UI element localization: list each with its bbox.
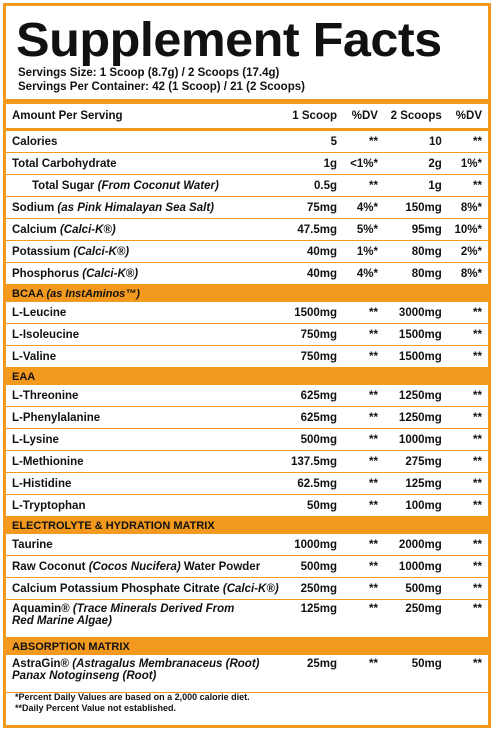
nutrient-name (6, 473, 285, 495)
table-row (6, 219, 488, 241)
nutrient-label: L-Lysine (12, 433, 59, 446)
amount-2-scoops: 500mg (384, 578, 448, 600)
dv-1-scoop: ** (343, 324, 384, 346)
nutrient-label: L-Methionine (12, 455, 84, 468)
amount-2-scoops: 2g (384, 153, 448, 175)
table-row (6, 324, 488, 346)
nutrient-name (6, 429, 285, 451)
dv-2-scoops: ** (448, 473, 488, 495)
table-row (6, 130, 488, 153)
nutrient-label: L-Valine (12, 350, 57, 363)
dv-2-scoops: ** (448, 175, 488, 197)
section-eaa-label (6, 368, 488, 386)
nutrient-name (6, 175, 285, 197)
table-row (6, 495, 488, 517)
amount-1-scoop: 75mg (285, 197, 343, 219)
dv-1-scoop: ** (343, 451, 384, 473)
amount-1-scoop: 50mg (285, 495, 343, 517)
section-bcaa-label (6, 285, 488, 303)
nutrient-name (6, 600, 285, 638)
table-row (6, 241, 488, 263)
amount-1-scoop: 25mg (285, 655, 343, 693)
dv-2-scoops: ** (448, 556, 488, 578)
nutrient-note: (Calci-K®) (73, 245, 130, 258)
dv-1-scoop: ** (343, 385, 384, 407)
dv-2-scoops: ** (448, 130, 488, 153)
nutrient-label: Calories (12, 135, 58, 148)
section-absorption-title: ABSORPTION MATRIX (12, 640, 130, 653)
nutrient-note: (From Coconut Water) (97, 179, 219, 192)
amount-2-scoops: 1500mg (384, 324, 448, 346)
amount-2-scoops: 150mg (384, 197, 448, 219)
dv-1-scoop: ** (343, 302, 384, 324)
nutrient-name (6, 534, 285, 556)
supplement-facts-panel (3, 3, 491, 728)
dv-2-scoops: 8%* (448, 263, 488, 285)
dv-1-scoop: ** (343, 578, 384, 600)
footnote-dv: *Percent Daily Values are based on a 2,000 calorie diet. (15, 692, 250, 702)
dv-1-scoop: <1%* (343, 153, 384, 175)
table-row (6, 346, 488, 368)
dv-2-scoops: 2%* (448, 241, 488, 263)
nutrient-name (6, 578, 285, 600)
amount-1-scoop: 750mg (285, 324, 343, 346)
amount-2-scoops: 80mg (384, 263, 448, 285)
amount-1-scoop: 500mg (285, 429, 343, 451)
dv-1-scoop: 1%* (343, 241, 384, 263)
nutrient-label: L-Leucine (12, 306, 67, 319)
nutrient-name (6, 495, 285, 517)
dv-1-scoop: ** (343, 655, 384, 693)
dv-2-scoops: ** (448, 600, 488, 638)
table-row (6, 302, 488, 324)
amount-2-scoops: 1500mg (384, 346, 448, 368)
amount-2-scoops: 1000mg (384, 556, 448, 578)
nutrient-label: Phosphorus (12, 267, 80, 280)
amount-1-scoop: 1000mg (285, 534, 343, 556)
dv-2-scoops: ** (448, 534, 488, 556)
amount-2-scoops: 1250mg (384, 385, 448, 407)
dv-1-scoop: ** (343, 175, 384, 197)
nutrient-label-tail: Water Powder (183, 560, 261, 573)
amount-1-scoop: 125mg (285, 600, 343, 638)
amount-1-scoop: 250mg (285, 578, 343, 600)
section-bcaa-title: BCAA (12, 287, 44, 300)
nutrient-name (6, 407, 285, 429)
section-bcaa (6, 285, 488, 303)
amount-2-scoops: 10 (384, 130, 448, 153)
header-2-scoops: 2 Scoops (384, 104, 448, 130)
amount-1-scoop: 500mg (285, 556, 343, 578)
section-absorption (6, 638, 488, 656)
nutrient-note: (Astragalus Membranaceus (Root) (72, 658, 260, 670)
dv-1-scoop: 4%* (343, 197, 384, 219)
dv-1-scoop: 5%* (343, 219, 384, 241)
amount-2-scoops: 2000mg (384, 534, 448, 556)
dv-2-scoops: ** (448, 429, 488, 451)
table-row (6, 451, 488, 473)
nutrient-note: (Trace Minerals Derived From (72, 603, 235, 615)
dv-1-scoop: ** (343, 600, 384, 638)
dv-2-scoops: ** (448, 346, 488, 368)
header-amount: Amount Per Serving (6, 104, 285, 130)
dv-2-scoops: ** (448, 451, 488, 473)
table-row (6, 556, 488, 578)
page-title: Supplement Facts (16, 14, 442, 67)
amount-1-scoop: 62.5mg (285, 473, 343, 495)
nutrient-note: (Cocos Nucifera) (88, 560, 181, 573)
nutrient-name (6, 130, 285, 153)
amount-1-scoop: 0.5g (285, 175, 343, 197)
nutrient-label: L-Isoleucine (12, 328, 80, 341)
amount-1-scoop: 1500mg (285, 302, 343, 324)
serving-size: Servings Size: 1 Scoop (8.7g) / 2 Scoops (17.4g) (18, 67, 280, 79)
section-bcaa-note: (as InstAminos™) (46, 287, 140, 300)
amount-2-scoops: 275mg (384, 451, 448, 473)
section-electrolyte-label (6, 517, 488, 535)
dv-2-scoops: ** (448, 655, 488, 693)
dv-1-scoop: ** (343, 407, 384, 429)
table-row (6, 407, 488, 429)
nutrient-name (6, 219, 285, 241)
dv-2-scoops: ** (448, 407, 488, 429)
header-dv-1: %DV (343, 104, 384, 130)
table-row (6, 385, 488, 407)
nutrient-note: (Calci-K®) (222, 582, 279, 595)
nutrient-label: L-Tryptophan (12, 499, 86, 512)
amount-2-scoops: 125mg (384, 473, 448, 495)
footnote-not-established: **Daily Percent Value not established. (15, 703, 177, 713)
amount-2-scoops: 1250mg (384, 407, 448, 429)
section-eaa (6, 368, 488, 386)
dv-1-scoop: ** (343, 556, 384, 578)
footnotes (3, 692, 250, 714)
amount-1-scoop: 625mg (285, 407, 343, 429)
amount-1-scoop: 40mg (285, 241, 343, 263)
nutrient-name (6, 385, 285, 407)
nutrient-note-line2: Red Marine Algae) (12, 615, 112, 627)
dv-2-scoops: ** (448, 578, 488, 600)
nutrient-name (6, 153, 285, 175)
nutrient-name (6, 346, 285, 368)
table-row (6, 263, 488, 285)
table-row (6, 153, 488, 175)
nutrient-label: Taurine (12, 538, 53, 551)
amount-2-scoops: 3000mg (384, 302, 448, 324)
dv-2-scoops: ** (448, 385, 488, 407)
table-row (6, 197, 488, 219)
nutrient-name (6, 263, 285, 285)
amount-2-scoops: 250mg (384, 600, 448, 638)
nutrient-label: Raw Coconut (12, 560, 86, 573)
nutrient-label: Calcium (12, 223, 57, 236)
amount-2-scoops: 95mg (384, 219, 448, 241)
table-row (6, 578, 488, 600)
dv-2-scoops: ** (448, 495, 488, 517)
dv-2-scoops: 1%* (448, 153, 488, 175)
nutrient-label: Calcium Potassium Phosphate Citrate (12, 582, 220, 595)
table-row (6, 655, 488, 693)
amount-1-scoop: 625mg (285, 385, 343, 407)
nutrient-note: (Calci-K®) (59, 223, 116, 236)
nutrient-label: AstraGin® (12, 658, 70, 670)
nutrient-label: Aquamin® (12, 603, 70, 615)
nutrient-name (6, 241, 285, 263)
dv-2-scoops: 10%* (448, 219, 488, 241)
nutrient-label: Total Sugar (32, 179, 95, 192)
dv-1-scoop: ** (343, 495, 384, 517)
amount-2-scoops: 80mg (384, 241, 448, 263)
amount-1-scoop: 47.5mg (285, 219, 343, 241)
header-1-scoop: 1 Scoop (285, 104, 343, 130)
nutrient-note: (as Pink Himalayan Sea Salt) (57, 201, 214, 214)
section-electrolyte (6, 517, 488, 535)
dv-2-scoops: ** (448, 302, 488, 324)
table-row (6, 534, 488, 556)
nutrient-label: L-Threonine (12, 389, 79, 402)
amount-2-scoops: 1000mg (384, 429, 448, 451)
table-row (6, 600, 488, 638)
dv-1-scoop: ** (343, 346, 384, 368)
nutrient-name (6, 324, 285, 346)
nutrient-label: Sodium (12, 201, 55, 214)
section-electrolyte-title: ELECTROLYTE & HYDRATION MATRIX (12, 519, 215, 532)
nutrient-name (6, 451, 285, 473)
dv-2-scoops: 8%* (448, 197, 488, 219)
amount-2-scoops: 100mg (384, 495, 448, 517)
amount-2-scoops: 1g (384, 175, 448, 197)
header-dv-2: %DV (448, 104, 488, 130)
amount-1-scoop: 1g (285, 153, 343, 175)
nutrient-label: L-Histidine (12, 477, 72, 490)
table-row (6, 473, 488, 495)
amount-2-scoops: 50mg (384, 655, 448, 693)
table-row (6, 429, 488, 451)
section-eaa-title: EAA (12, 370, 36, 383)
dv-1-scoop: 4%* (343, 263, 384, 285)
amount-1-scoop: 137.5mg (285, 451, 343, 473)
nutrient-name (6, 197, 285, 219)
nutrient-label: Total Carbohydrate (12, 157, 117, 170)
nutrient-note: (Calci-K®) (82, 267, 139, 280)
servings-per-container: Servings Per Container: 42 (1 Scoop) / 21 (2 Scoops) (18, 81, 305, 93)
facts-table (6, 104, 488, 693)
dv-1-scoop: ** (343, 473, 384, 495)
amount-1-scoop: 5 (285, 130, 343, 153)
dv-1-scoop: ** (343, 429, 384, 451)
nutrient-name (6, 556, 285, 578)
section-absorption-label (6, 638, 488, 656)
amount-1-scoop: 40mg (285, 263, 343, 285)
nutrient-name (6, 655, 285, 693)
nutrient-label: Potassium (12, 245, 71, 258)
nutrient-note-line2: Panax Notoginseng (Root) (12, 670, 157, 682)
nutrient-label: L-Phenylalanine (12, 411, 101, 424)
table-header (6, 104, 488, 130)
nutrient-name (6, 302, 285, 324)
table-row (6, 175, 488, 197)
dv-1-scoop: ** (343, 130, 384, 153)
dv-1-scoop: ** (343, 534, 384, 556)
amount-1-scoop: 750mg (285, 346, 343, 368)
dv-2-scoops: ** (448, 324, 488, 346)
